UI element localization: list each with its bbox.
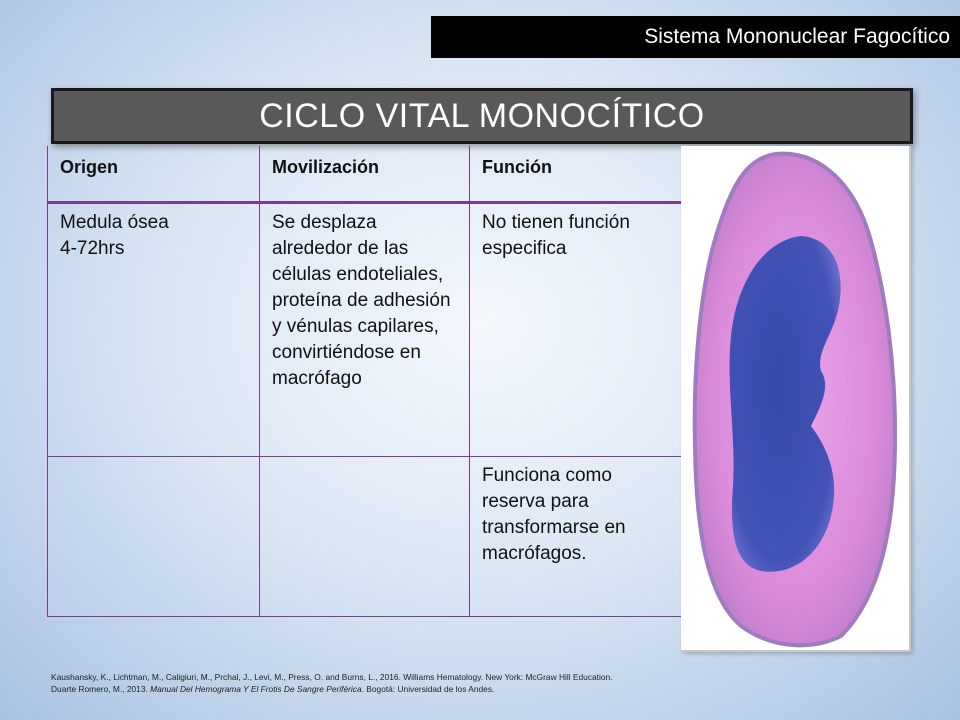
- header-funcion: Función: [470, 146, 682, 202]
- cell-movilizacion: Se desplaza alrededor de las células endoteliales, proteína de adhesión y vénulas capilares, convirtiéndose en macrófago: [260, 202, 470, 456]
- cell-origen: [48, 202, 260, 456]
- cell-movilizacion: [260, 456, 470, 616]
- slide-title-bar: [51, 88, 913, 144]
- monocyte-cell-icon: [681, 146, 909, 650]
- origen-line2: 4-72hrs: [60, 237, 125, 259]
- slide-title: CICLO VITAL MONOCÍTICO: [259, 96, 705, 135]
- cell-funcion: No tienen función especifica: [470, 202, 682, 456]
- origen-line1: Medula ósea: [60, 211, 169, 233]
- monocyte-lifecycle-table: [47, 146, 682, 617]
- table-row: [48, 456, 682, 616]
- section-title: Sistema Mononuclear Fagocítico: [644, 25, 950, 48]
- table-row: [48, 202, 682, 456]
- section-title-bar: [431, 16, 960, 58]
- cell-origen: [48, 456, 260, 616]
- reference-2: Duarte Romero, M., 2013. Manual Del Hemograma Y El Frotis De Sangre Periférica. Bogotá: Universidad de los Andes.: [51, 684, 495, 694]
- cell-funcion: Funciona como reserva para transformarse en macrófagos.: [470, 456, 682, 616]
- header-movilizacion: Movilización: [260, 146, 470, 202]
- header-origen: Origen: [48, 146, 260, 202]
- monocyte-image: [681, 146, 911, 652]
- table-header-row: [48, 146, 682, 202]
- references: [51, 671, 612, 695]
- reference-1: Kaushansky, K., Lichtman, M., Caligiuri, M., Prchal, J., Levi, M., Press, O. and Burns, L., 2016. Williams Hematology. New York: McGraw Hill Education.: [51, 672, 613, 682]
